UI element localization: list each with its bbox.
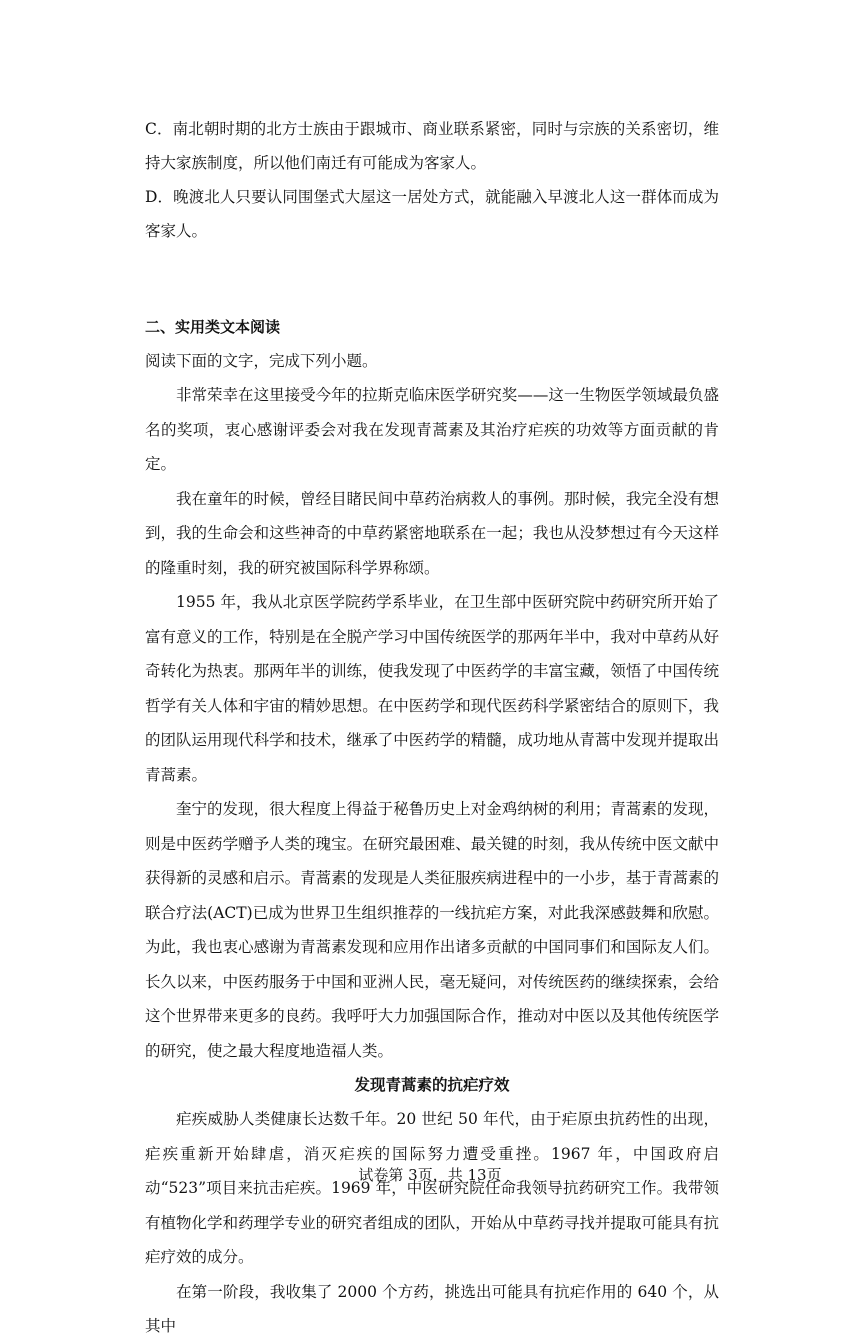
paragraph-5: 疟疾威胁人类健康长达数千年。20 世纪 50 年代，由于疟原虫抗药性的出现，疟疾重新开始肆虐，消灭疟疾的国际努力遭受重挫。1967 年，中国政府启动“523”项目来抗击疟疾。1969 年，中医研究院任命我领导抗药研究工作。我带领有植物化学和药理学专业的研究者组成的团队，开始从中草药寻找并提取可能具有抗疟疗效的成分。 bbox=[145, 1110, 719, 1266]
option-c: C．南北朝时期的北方士族由于跟城市、商业联系紧密，同时与宗族的关系密切，维持大家族制度，所以他们南迁有可能成为客家人。 bbox=[145, 120, 719, 172]
paragraph-6: 在第一阶段，我收集了 2000 个方药，挑选出可能具有抗疟作用的 640 个，从其中 bbox=[145, 1282, 719, 1335]
page-content bbox=[145, 112, 719, 1344]
page-footer: 试卷第 3页，共 13页 bbox=[358, 1166, 502, 1184]
section-instruction: 阅读下面的文字，完成下列小题。 bbox=[145, 352, 378, 370]
option-d: D．晚渡北人只要认同围堡式大屋这一居处方式，就能融入早渡北人这一群体而成为客家人。 bbox=[145, 188, 719, 240]
paragraph-3: 1955 年，我从北京医学院药学系毕业，在卫生部中医研究院中药研究所开始了富有意义的工作，特别是在全脱产学习中国传统医学的那两年半中，我对中草药从好奇转化为热衷。那两年半的训练，使我发现了中医药学的丰富宝藏，领悟了中国传统哲学有关人体和宇宙的精妙思想。在中医药学和现代医药科学紧密结合的原则下，我的团队运用现代科学和技术，继承了中医药学的精髓，成功地从青蒿中发现并提取出青蒿素。 bbox=[145, 593, 719, 784]
section-title: 二、实用类文本阅读 bbox=[145, 318, 281, 336]
paragraph-2: 我在童年的时候，曾经目睹民间中草药治病救人的事例。那时候，我完全没有想到，我的生命会和这些神奇的中草药紧密地联系在一起；我也从没梦想过有今天这样的隆重时刻，我的研究被国际科学界称颂。 bbox=[145, 489, 719, 577]
article-subtitle: 发现青蒿素的抗疟疗效 bbox=[354, 1075, 510, 1094]
spacer bbox=[145, 248, 719, 310]
paragraph-1: 非常荣幸在这里接受今年的拉斯克临床医学研究奖——这一生物医学领域最负盛名的奖项，衷心感谢评委会对我在发现青蒿素及其治疗疟疾的功效等方面贡献的肯定。 bbox=[145, 386, 719, 473]
paragraph-4: 奎宁的发现，很大程度上得益于秘鲁历史上对金鸡纳树的利用；青蒿素的发现，则是中医药学赠予人类的瑰宝。在研究最困难、最关键的时刻，我从传统中医文献中获得新的灵感和启示。青蒿素的发现是人类征服疾病进程中的一小步，基于青蒿素的联合疗法(ACT)已成为世界卫生组织推荐的一线抗疟方案，对此我深感鼓舞和欣慰。为此，我也衷心感谢为青蒿素发现和应用作出诸多贡献的中国同事们和国际友人们。长久以来，中医药服务于中国和亚洲人民，毫无疑问，对传统医药的继续探索，会给这个世界带来更多的良药。我呼吁大力加强国际合作，推动对中医以及其他传统医学的研究，使之最大程度地造福人类。 bbox=[145, 800, 719, 1060]
